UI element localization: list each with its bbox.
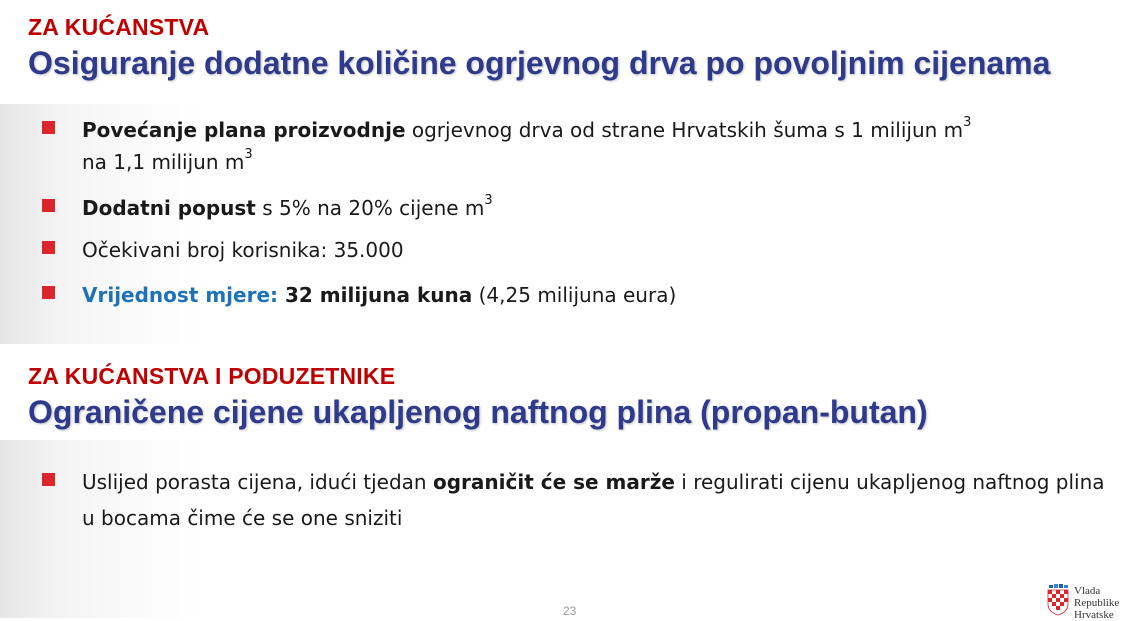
measure-value-label: Vrijednost mjere: <box>82 283 279 307</box>
superscript: 3 <box>244 147 253 163</box>
bullet-text: s 5% na 20% cijene m <box>255 196 485 220</box>
list-item <box>40 464 1120 536</box>
bullet-square-icon <box>42 286 55 299</box>
bullet-text-continued: i regulirati cijenu ukapljenog naftnog plina u bocama čime će se one sniziti <box>82 470 1105 530</box>
section1-kicker: ZA KUĆANSTVA <box>28 14 210 40</box>
logo-text <box>1074 585 1119 621</box>
section1-bullet-list <box>40 114 1120 311</box>
bullet-bold-text: Povećanje plana proizvodnje <box>82 118 406 142</box>
government-logo <box>1044 584 1144 621</box>
bullet-bold-text: Dodatni popust <box>82 196 256 220</box>
bullet-square-icon <box>42 241 55 254</box>
logo-line: Republike <box>1074 597 1120 609</box>
measure-value-note: (4,25 milijuna eura) <box>472 283 677 307</box>
superscript: 3 <box>484 193 493 209</box>
superscript: 3 <box>963 115 972 131</box>
page-number: 23 <box>563 604 577 618</box>
bullet-text: Uslijed porasta cijena, idući tjedan <box>82 470 433 494</box>
bullet-square-icon <box>42 473 55 486</box>
measure-value-amount: 32 milijuna kuna <box>278 283 473 307</box>
section1-title: Osiguranje dodatne količine ogrjevnog drva po povoljnim cijenama <box>28 45 1051 81</box>
bullet-bold-text: ograničit će se marže <box>432 470 675 494</box>
list-item <box>40 279 1120 311</box>
bullet-square-icon <box>42 199 55 212</box>
croatian-coat-of-arms-icon <box>1046 584 1070 616</box>
bullet-text: ogrjevnog drva od strane Hrvatskih šuma s 1 milijun m <box>405 118 964 142</box>
logo-line: Vlada <box>1074 585 1101 597</box>
list-item <box>40 234 1120 266</box>
bullet-square-icon <box>42 121 55 134</box>
section2-bullet-list <box>40 464 1120 536</box>
list-item <box>40 114 1120 178</box>
section2-kicker: ZA KUĆANSTVA I PODUZETNIKE <box>28 363 396 389</box>
logo-line: Hrvatske <box>1074 609 1114 621</box>
list-item <box>40 192 1120 224</box>
section2-title: Ograničene cijene ukapljenog naftnog plina (propan-butan) <box>28 394 928 430</box>
bullet-text-continued: na 1,1 milijun m <box>82 150 245 174</box>
bullet-text: Očekivani broj korisnika: 35.000 <box>82 238 404 262</box>
